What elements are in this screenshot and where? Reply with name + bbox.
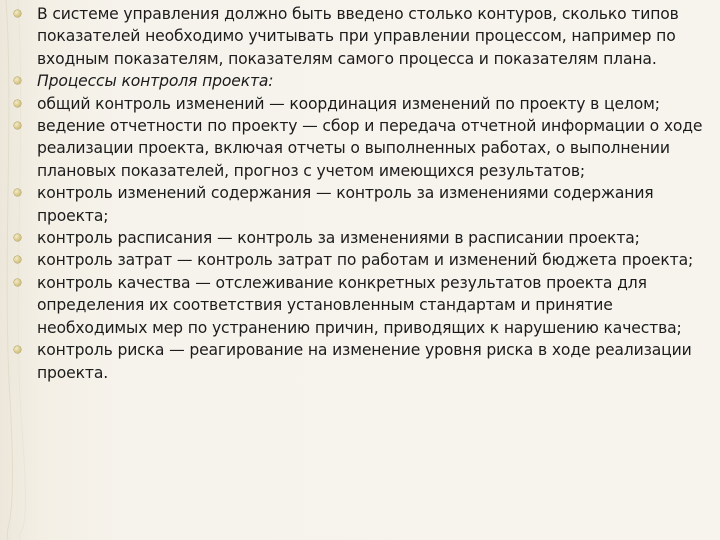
- bullet-text: Процессы контроля проекта:: [37, 72, 274, 91]
- bullet-item-quality-control: [14, 272, 714, 339]
- bullet-text: ведение отчетности по проекту — сбор и передача отчетной информации о ходе реализации проекта, включая отчеты о выполненных работах, о выполнении плановых показателей, прогноз с учетом имеющихся результатов;: [37, 117, 703, 180]
- bullet-item-change-control: [14, 93, 714, 115]
- bullet-text: контроль затрат — контроль затрат по работам и изменений бюджета проекта;: [37, 251, 694, 270]
- bullet-marker-icon: [14, 10, 21, 17]
- bullet-marker-icon: [14, 279, 21, 286]
- bullet-item-cost-control: [14, 249, 714, 271]
- bullet-marker-icon: [14, 234, 21, 241]
- bullet-item-risk-control: [14, 339, 714, 384]
- bullet-marker-icon: [14, 189, 21, 196]
- bullet-item-reporting: [14, 115, 714, 182]
- bullet-text: В системе управления должно быть введено столько контуров, сколько типов показателей необходимо учитывать при управлении процессом, например по входным показателям, показателям самого процесса и показателям плана.: [37, 5, 679, 68]
- bullet-text: контроль риска — реагирование на изменение уровня риска в ходе реализации проекта.: [37, 341, 692, 382]
- bullet-item-control-loops: [14, 3, 714, 70]
- bullet-list: [14, 3, 714, 384]
- bullet-text: контроль качества — отслеживание конкретных результатов проекта для определения их соответствия установленным стандартам и принятие необходимых мер по устранению причин, приводящих к нарушению качества;: [37, 273, 682, 337]
- bullet-item-scope-control: [14, 182, 714, 227]
- bullet-item-processes-heading: [14, 70, 714, 92]
- bullet-marker-icon: [14, 346, 21, 353]
- bullet-text: контроль расписания — контроль за изменениями в расписании проекта;: [37, 229, 640, 248]
- bullet-marker-icon: [14, 100, 21, 107]
- bullet-marker-icon: [14, 256, 21, 263]
- bullet-marker-icon: [14, 77, 21, 84]
- bullet-text: общий контроль изменений — координация изменений по проекту в целом;: [37, 94, 660, 113]
- bullet-item-schedule-control: [14, 227, 714, 249]
- bullet-marker-icon: [14, 122, 21, 129]
- bullet-text: контроль изменений содержания — контроль за изменениями содержания проекта;: [37, 184, 654, 225]
